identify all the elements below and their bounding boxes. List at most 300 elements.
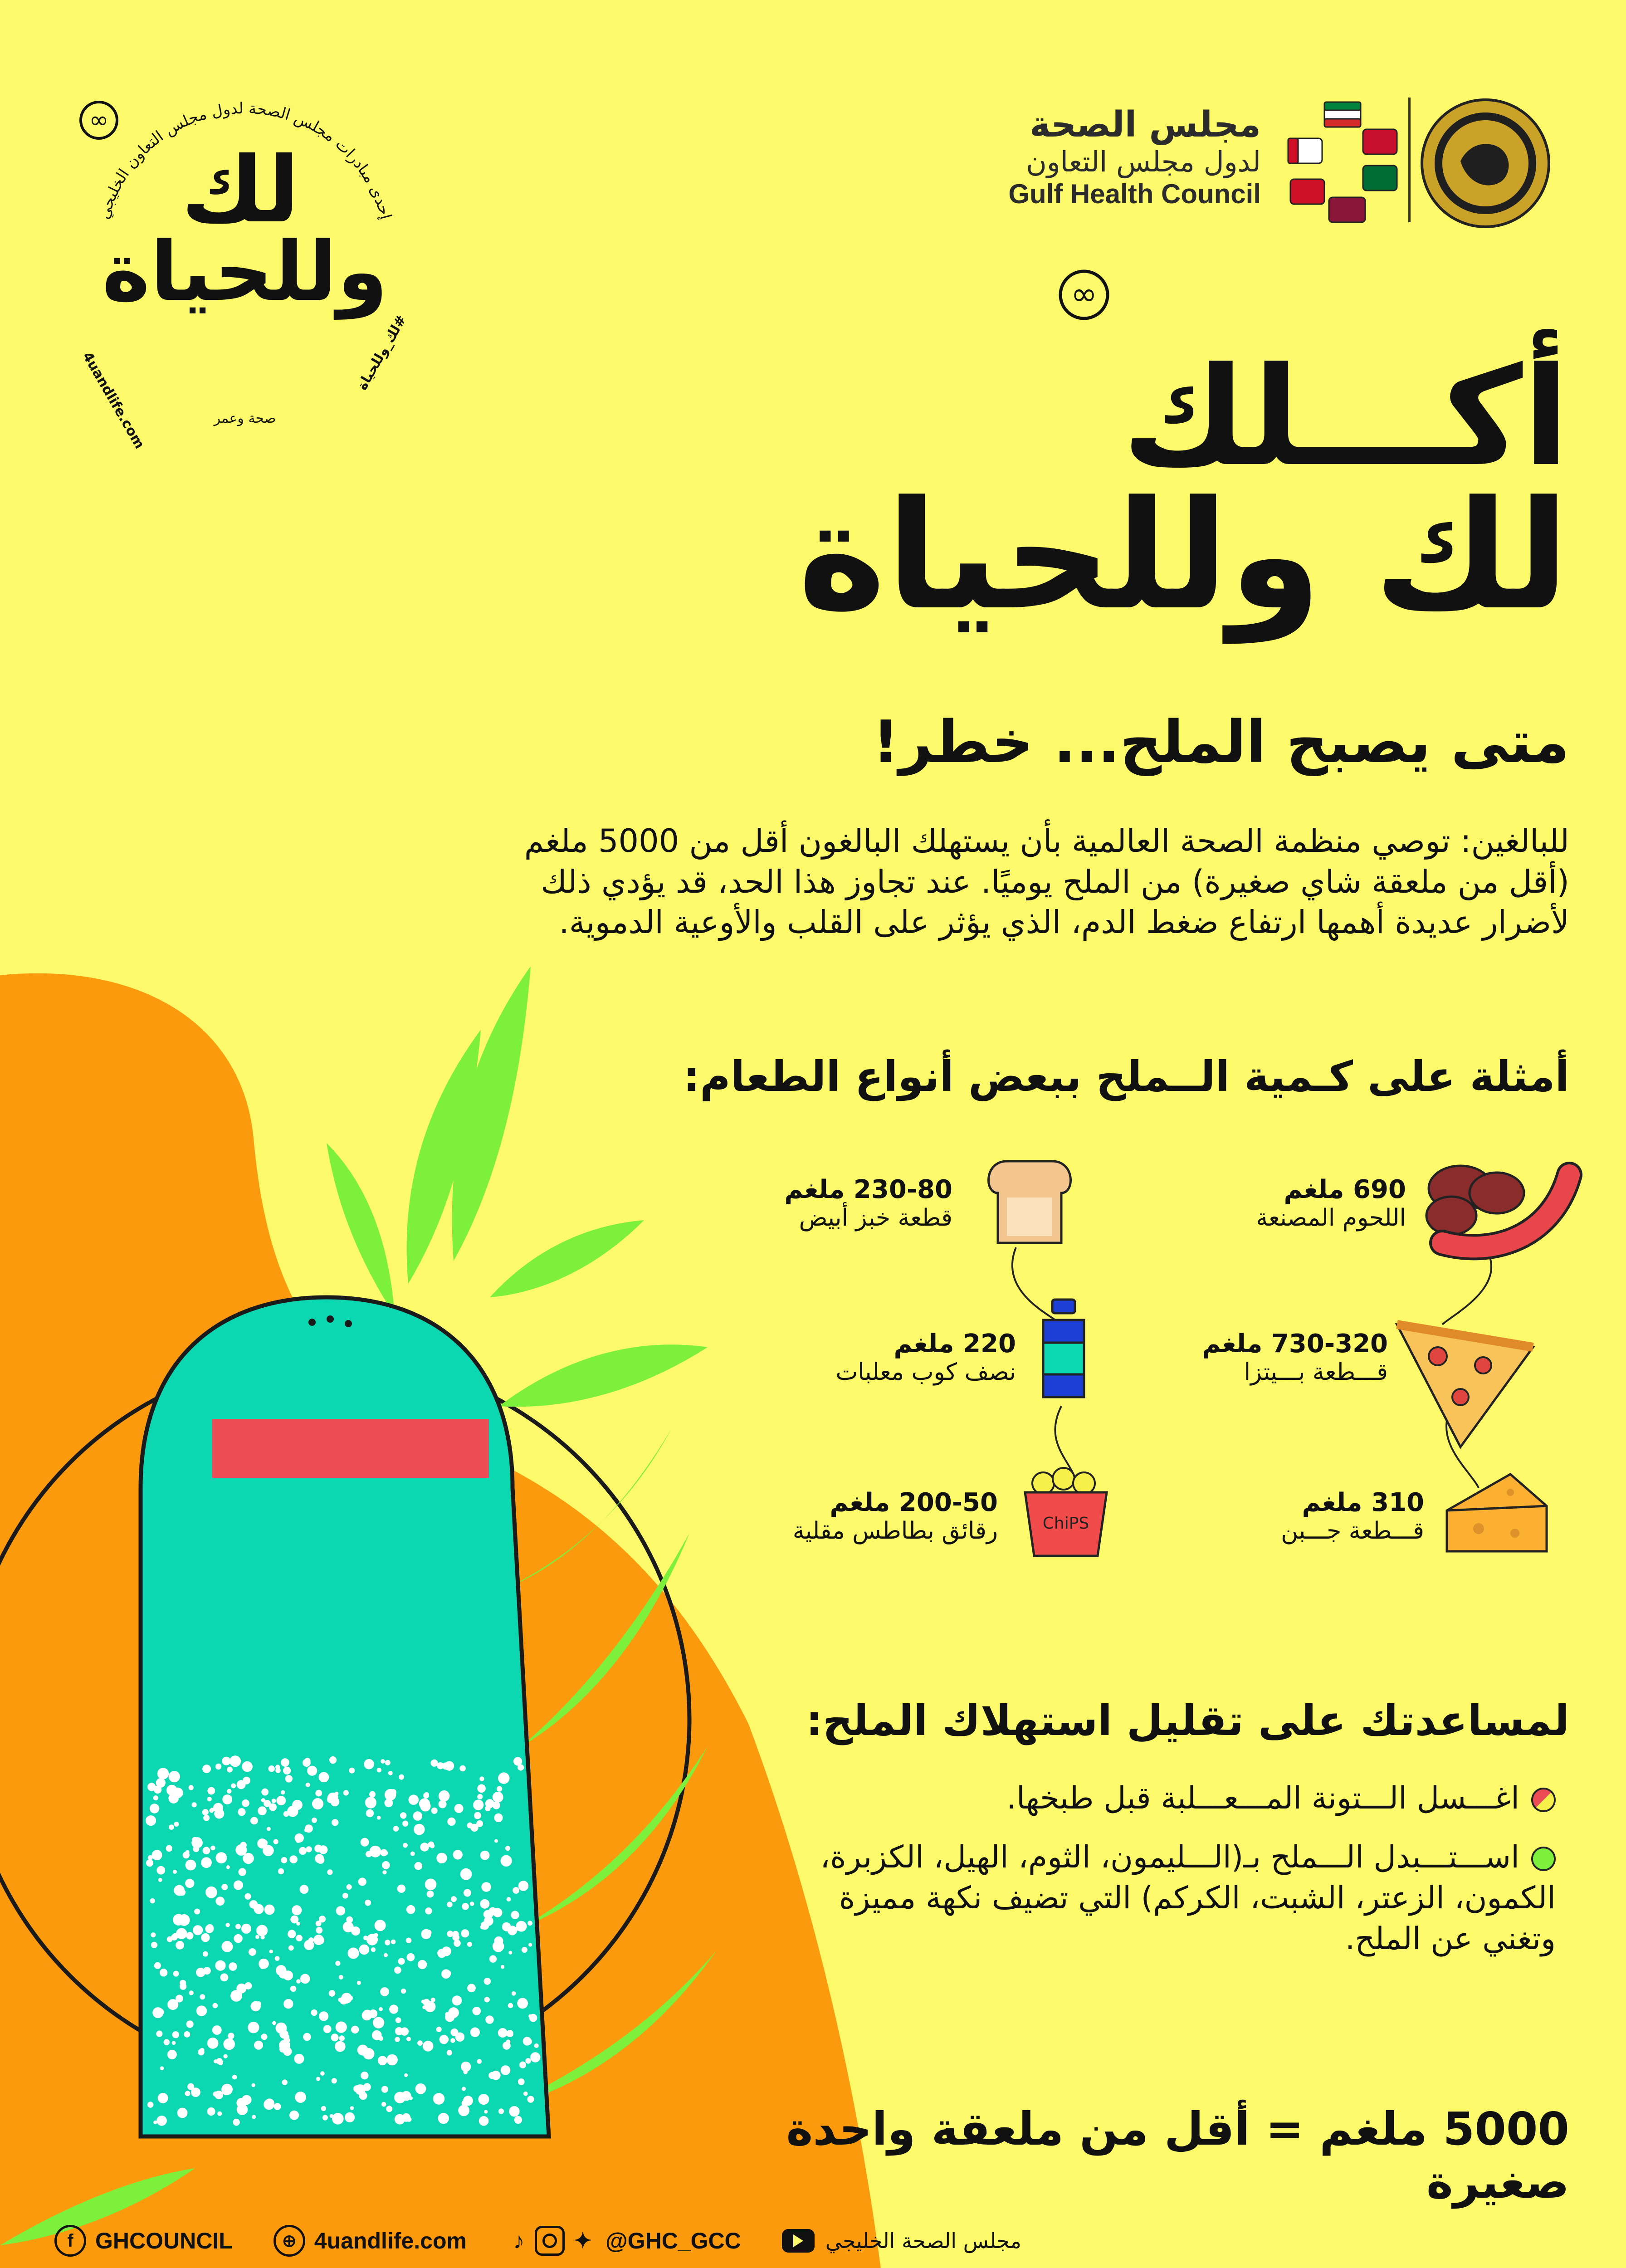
salt-dot xyxy=(357,2045,368,2056)
salt-dot xyxy=(431,1998,435,2002)
salt-dot xyxy=(316,1936,324,1945)
intro-line2: (أقل من ملعقة شاي صغيرة) من الملح يوميًا. عند تجاوز هذا الحد، قد يؤدي ذلك xyxy=(541,863,1569,900)
salt-dot xyxy=(386,2054,398,2066)
tips-title: لمساعدتك على تقليل استهلاك الملح: xyxy=(806,1696,1569,1745)
salt-dot xyxy=(348,1948,359,1959)
salt-dot xyxy=(304,1940,314,1950)
intro-line3: لأضرار عديدة أهمها ارتفاع ضغط الدم، الذي يؤثر على القلب والأوعية الدموية. xyxy=(559,904,1569,941)
salt-dot xyxy=(489,1955,497,1963)
salt-dot xyxy=(332,1819,338,1826)
salt-dot xyxy=(480,1851,490,1860)
food-item-bread xyxy=(680,1175,952,1232)
salt-dot xyxy=(196,2005,207,2016)
salt-dot xyxy=(207,1797,212,1801)
food-name: اللحوم المصنعة xyxy=(1256,1204,1406,1232)
badge-hashtag: #لك_وللحياة xyxy=(354,312,410,393)
salt-dot xyxy=(436,2027,442,2032)
salt-dot xyxy=(383,1851,388,1856)
salt-dot xyxy=(501,1855,512,1867)
salt-dot xyxy=(272,2021,276,2025)
salt-dot xyxy=(292,1905,302,1915)
salt-dot xyxy=(493,1792,503,1803)
salt-dot xyxy=(506,2039,511,2044)
tip-1 xyxy=(726,1778,1556,1819)
salt-dot xyxy=(494,1839,498,1843)
bottle-icon xyxy=(1034,1297,1093,1402)
salt-dot xyxy=(423,1999,430,2006)
salt-dot xyxy=(156,2031,162,2037)
salt-dot xyxy=(477,1784,486,1793)
salt-dot xyxy=(202,1765,211,1773)
salt-dot xyxy=(414,1824,425,1835)
salt-dot xyxy=(289,2111,299,2120)
salt-dot xyxy=(470,2028,480,2037)
salt-dot xyxy=(289,1855,298,1863)
salt-dot xyxy=(485,1806,490,1811)
title-line1: أكـــلك xyxy=(1122,338,1569,496)
salt-dot xyxy=(223,2089,229,2095)
salt-dot xyxy=(484,1997,490,2002)
salt-dot xyxy=(169,1771,180,1782)
salt-dot xyxy=(215,1764,221,1769)
salt-dot xyxy=(263,1845,274,1856)
salt-dot xyxy=(152,1850,162,1860)
salt-dot xyxy=(176,1941,184,1950)
salt-dot xyxy=(447,1818,455,1826)
salt-dot xyxy=(425,1907,432,1914)
salt-dot xyxy=(186,1860,196,1871)
salt-dot xyxy=(201,1933,210,1942)
salt-dot xyxy=(222,1757,230,1765)
salt-dot xyxy=(395,2037,400,2042)
salt-dot xyxy=(529,2014,537,2022)
footer-youtube[interactable]: مجلس الصحة الخليجي xyxy=(825,2229,1021,2253)
salt-dot xyxy=(478,2094,489,2105)
chips-label: ChiPS xyxy=(1042,1514,1089,1533)
salt-dot xyxy=(361,2072,368,2079)
salt-dot xyxy=(244,1893,251,1900)
salt-dot xyxy=(311,2009,317,2016)
salt-dot xyxy=(296,1935,303,1941)
salt-dot xyxy=(147,1783,156,1791)
salt-dot xyxy=(358,1877,366,1886)
salt-dot xyxy=(386,2106,392,2112)
salt-dot xyxy=(255,1935,259,1939)
food-value: 200-50 ملغم xyxy=(830,1488,998,1517)
salt-dot xyxy=(514,2116,522,2124)
salt-dot xyxy=(341,1993,352,2004)
salt-dot xyxy=(357,1981,361,1985)
salt-dot xyxy=(470,1901,474,1906)
salt-dot xyxy=(384,1799,393,1807)
salt-dot xyxy=(519,2062,526,2068)
salt-dot xyxy=(369,2009,377,2018)
salt-dot xyxy=(316,1927,322,1934)
salt-dot xyxy=(304,1758,311,1764)
tip-2-line3: وتغني عن الملح. xyxy=(1345,1921,1556,1957)
green-dot-icon xyxy=(1531,1847,1556,1871)
salt-dot xyxy=(189,1785,194,1790)
salt-dot xyxy=(394,1966,401,1974)
salt-dot xyxy=(530,2052,540,2062)
salt-dot xyxy=(461,1929,469,1937)
salt-dot xyxy=(400,2027,409,2035)
salt-dot xyxy=(501,2065,511,2075)
header-divider xyxy=(1408,98,1411,222)
salt-dot xyxy=(331,2033,338,2041)
salt-dot xyxy=(212,2025,222,2035)
salt-dot xyxy=(474,1812,481,1819)
bread-icon xyxy=(980,1152,1079,1252)
salt-dot xyxy=(479,1776,484,1781)
salt-dot xyxy=(375,1920,386,1931)
salt-dot xyxy=(315,1799,319,1803)
salt-dot xyxy=(476,1820,483,1827)
salt-dot xyxy=(272,1799,276,1803)
flag-ring-logo-icon xyxy=(1284,98,1401,229)
salt-dot xyxy=(172,2031,179,2038)
salt-dot xyxy=(191,1837,203,1848)
salt-dot xyxy=(146,1815,156,1826)
salt-dot xyxy=(261,1935,265,1939)
salt-dot xyxy=(191,2087,200,2097)
salt-dot xyxy=(278,1868,284,1874)
salt-dot xyxy=(223,2054,227,2058)
salt-dot xyxy=(397,1885,405,1893)
salt-dot xyxy=(439,2035,449,2044)
salt-dot xyxy=(216,1852,227,1863)
salt-dot xyxy=(330,1797,339,1806)
salt-dot xyxy=(319,1845,328,1854)
red-dot-icon xyxy=(1531,1788,1556,1812)
salt-dot xyxy=(307,1766,317,1776)
salt-dot xyxy=(299,1847,307,1855)
salt-dot xyxy=(282,2079,288,2085)
salt-dot xyxy=(203,1847,210,1855)
salt-dot xyxy=(288,1930,296,1938)
salt-dot xyxy=(349,1768,355,1774)
salt-dot xyxy=(267,1827,271,1831)
intro-paragraph xyxy=(317,821,1569,943)
salt-dot xyxy=(445,1970,451,1976)
salt-dot xyxy=(214,1809,224,1818)
salt-dot xyxy=(174,1822,179,1827)
salt-dot xyxy=(146,1859,153,1867)
instagram-icon[interactable] xyxy=(535,2226,565,2256)
salt-dot xyxy=(279,2040,290,2051)
footer xyxy=(54,2223,1551,2259)
salt-dot xyxy=(382,1861,390,1869)
salt-dot xyxy=(173,1870,177,1874)
salt-dot xyxy=(393,1826,399,1832)
salt-dot xyxy=(491,2071,501,2080)
salt-dot xyxy=(437,1762,444,1769)
salt-dot xyxy=(156,1866,165,1875)
salt-dot xyxy=(402,1821,408,1827)
salt-dot xyxy=(467,1984,476,1992)
salt-dot xyxy=(230,1990,242,2002)
salt-dot xyxy=(207,2038,219,2049)
salt-dot xyxy=(447,2050,452,2055)
salt-dot xyxy=(526,2038,532,2045)
salt-dot xyxy=(347,1884,352,1890)
salt-dot xyxy=(423,2041,434,2052)
salt-dot xyxy=(200,1994,205,1999)
salt-dot xyxy=(345,2112,355,2122)
food-name: قـــطعة بـــيتزا xyxy=(1244,1359,1388,1386)
globe-icon[interactable]: ⊕ xyxy=(273,2225,305,2257)
salt-dot xyxy=(477,1794,483,1799)
salt-dot xyxy=(350,2106,354,2110)
svg-text:∞: ∞ xyxy=(1070,275,1098,313)
salt-dot xyxy=(194,1909,200,1915)
salt-dot xyxy=(523,2092,528,2096)
salt-dot xyxy=(207,2107,215,2116)
badge-slogan: صحة وعمر xyxy=(214,411,276,426)
salt-dot xyxy=(401,1989,406,1994)
salt-dot xyxy=(281,1857,287,1863)
salt-dot xyxy=(336,1906,346,1916)
salt-dot xyxy=(436,1853,447,1863)
salt-dot xyxy=(183,1852,190,1858)
salt-dot xyxy=(463,2070,468,2074)
salt-dot xyxy=(192,1802,197,1807)
salt-dot xyxy=(242,1799,249,1807)
salt-dot xyxy=(359,1945,370,1955)
salt-shaker xyxy=(141,1297,549,2136)
salt-dot xyxy=(240,1842,247,1848)
salt-dot xyxy=(275,1768,281,1773)
food-value: 690 ملغم xyxy=(1284,1175,1406,1204)
salt-dot xyxy=(321,2106,326,2111)
salt-dot xyxy=(379,2036,383,2041)
salt-dot xyxy=(380,1987,389,1996)
salt-dot xyxy=(243,1853,254,1864)
salt-dot xyxy=(480,1925,485,1929)
salt-dot xyxy=(382,1870,386,1874)
salt-dot xyxy=(261,1789,269,1796)
salt-dot xyxy=(361,1838,369,1847)
twitter-icon[interactable]: ✦ xyxy=(573,2229,592,2253)
salt-dot xyxy=(419,1798,430,1809)
salt-dot xyxy=(185,1879,194,1888)
council-name-ar: مجلس الصحة xyxy=(1029,104,1261,145)
salt-dot xyxy=(295,2092,306,2103)
salt-dot xyxy=(254,2041,263,2050)
salt-dot xyxy=(312,1818,317,1823)
salt-dot xyxy=(403,1843,408,1848)
salt-dot xyxy=(283,1811,289,1817)
gcc-seal-icon xyxy=(1420,98,1551,229)
salt-dot xyxy=(147,2102,154,2108)
initiative-badge xyxy=(41,54,449,454)
salt-dot xyxy=(513,1887,519,1894)
salt-dot xyxy=(213,2003,218,2009)
salt-dot xyxy=(425,1879,437,1891)
footer-social-handle[interactable]: @GHC_GCC xyxy=(605,2228,741,2253)
salt-dot xyxy=(330,2114,333,2118)
salt-dot xyxy=(198,2049,204,2055)
salt-dot xyxy=(154,1962,161,1969)
salt-dot xyxy=(343,1790,349,1795)
salt-dot xyxy=(167,2050,177,2059)
salt-dot xyxy=(450,2038,455,2043)
salt-dot xyxy=(423,1793,429,1799)
food-value: 220 ملغم xyxy=(894,1329,1016,1359)
food-value: 310 ملغم xyxy=(1302,1488,1424,1517)
salt-dot xyxy=(217,2112,222,2116)
salt-dot xyxy=(269,1765,275,1772)
salt-dot xyxy=(283,1999,293,2009)
salt-dot xyxy=(420,1843,429,1851)
salt-dot xyxy=(346,1916,353,1923)
salt-dot xyxy=(156,1778,166,1788)
food-name: نصف كوب معلبات xyxy=(835,1359,1016,1386)
salt-dot xyxy=(283,1970,293,1980)
food-name: قـــطعة جـــبن xyxy=(1281,1517,1424,1545)
bottom-line-statement: 5000 ملغم = أقل من ملعقة واحدة صغيرة xyxy=(786,2102,1569,2209)
salt-dot xyxy=(209,1809,214,1813)
salt-dot xyxy=(484,2110,488,2114)
salt-dot xyxy=(335,2041,346,2052)
salt-dot xyxy=(390,1789,396,1795)
salt-dot xyxy=(409,1795,419,1805)
salt-dot xyxy=(498,2028,508,2038)
salt-dot xyxy=(497,1786,502,1792)
salt-dot xyxy=(169,1824,174,1830)
salt-dot xyxy=(453,1850,463,1859)
salt-dot xyxy=(273,1839,278,1844)
salt-dot xyxy=(459,1765,466,1772)
salt-dot xyxy=(479,2116,489,2126)
salt-dot xyxy=(150,1898,155,1903)
salt-dot xyxy=(447,1931,453,1937)
salt-dot xyxy=(296,1979,301,1984)
salt-dot xyxy=(462,1903,469,1910)
salt-dot xyxy=(201,1857,212,1868)
footer-website[interactable]: 4uandlife.com xyxy=(314,2228,467,2253)
salt-dot xyxy=(304,1828,308,1832)
salt-dot xyxy=(400,1812,406,1818)
salt-dot xyxy=(406,1905,415,1914)
salt-dot xyxy=(153,1795,158,1800)
salt-dot xyxy=(215,1960,225,1971)
salt-dot xyxy=(505,1846,510,1851)
tip-2-line2: الكمون، الزعتر، الشبت، الكركم) التي تضيف نكهة مميزة xyxy=(839,1880,1556,1916)
council-name-block xyxy=(971,104,1261,210)
youtube-icon[interactable] xyxy=(782,2229,815,2253)
salt-dot xyxy=(518,2078,525,2085)
salt-dot xyxy=(498,2108,504,2114)
salt-dot xyxy=(158,2093,168,2103)
salt-dot xyxy=(223,2038,235,2050)
salt-dot xyxy=(173,1971,179,1977)
salt-dot xyxy=(401,2091,411,2101)
salt-dot xyxy=(287,1806,298,1817)
footer-facebook[interactable]: GHCOUNCIL xyxy=(95,2228,233,2253)
salt-dot xyxy=(447,1901,453,1907)
badge-website: 4uandlife.com xyxy=(79,349,148,452)
salt-dot xyxy=(371,1947,376,1952)
salt-dot xyxy=(186,1932,193,1939)
salt-dot xyxy=(415,1862,423,1870)
salt-dot xyxy=(381,2086,388,2093)
salt-dot xyxy=(185,2091,190,2096)
salt-dot xyxy=(249,1900,258,1909)
salt-dot xyxy=(398,1958,405,1965)
salt-dot xyxy=(431,1808,438,1814)
food-name: رقائق بطاطس مقلية xyxy=(792,1517,998,1545)
salt-dot xyxy=(473,1799,483,1810)
salt-dot xyxy=(319,1916,326,1922)
salt-dot xyxy=(215,1897,225,1906)
salt-dot xyxy=(233,2119,239,2126)
salt-dot xyxy=(236,2098,246,2108)
salt-dot xyxy=(452,1995,462,2005)
salt-dot xyxy=(455,2033,464,2042)
salt-dot xyxy=(279,2030,288,2039)
salt-dot xyxy=(303,2033,311,2041)
salt-dot xyxy=(264,2098,274,2108)
salt-dot xyxy=(396,2017,401,2023)
salt-dot xyxy=(261,2033,268,2040)
salt-dot xyxy=(335,1961,340,1966)
salt-dot xyxy=(251,2083,255,2087)
salt-dot xyxy=(274,2103,281,2110)
salt-dot xyxy=(166,1845,172,1852)
salt-dot xyxy=(364,1759,374,1769)
salt-dot xyxy=(336,2022,347,2033)
cheese-icon xyxy=(1442,1470,1551,1560)
salt-dot xyxy=(527,1921,532,1926)
salt-dot xyxy=(285,1775,293,1782)
salt-dot xyxy=(508,2003,513,2008)
tip-1-text: اغـــسل الـــتونة المـــعـــلبة قبل طبخها. xyxy=(1006,1780,1519,1816)
salt-dot xyxy=(516,1921,527,1932)
salt-dot xyxy=(377,1768,381,1772)
facebook-icon[interactable]: f xyxy=(54,2225,86,2257)
salt-dot xyxy=(467,1942,472,1947)
salt-dot xyxy=(472,2007,481,2015)
salt-dot xyxy=(332,2113,344,2125)
salt-dot xyxy=(484,1978,491,1985)
salt-dot xyxy=(222,1794,232,1804)
salt-dot xyxy=(151,1942,157,1948)
salt-dot xyxy=(306,1846,312,1852)
salt-dot xyxy=(189,1990,194,1995)
salt-dot xyxy=(232,2075,237,2080)
salt-dot xyxy=(366,1809,374,1818)
salt-dot xyxy=(464,1889,471,1897)
salt-dot xyxy=(485,2015,493,2024)
salt-dot xyxy=(430,1760,438,1767)
badge-center-line1: لك xyxy=(181,137,300,243)
salt-dot xyxy=(365,1900,371,1906)
salt-dot xyxy=(460,1868,472,1880)
salt-dot xyxy=(342,1893,348,1899)
salt-dot xyxy=(502,1922,511,1931)
salt-dot xyxy=(252,2115,256,2119)
salt-dot xyxy=(525,2058,531,2063)
salt-dot xyxy=(413,1811,422,1821)
tiktok-icon[interactable]: ♪ xyxy=(513,2228,525,2253)
salt-dot xyxy=(231,1784,236,1789)
salt-dot xyxy=(179,1889,186,1896)
salt-dot xyxy=(322,2115,328,2120)
salt-dot xyxy=(296,1922,300,1926)
salt-dot xyxy=(229,1962,237,1971)
salt-dot xyxy=(327,1869,332,1875)
